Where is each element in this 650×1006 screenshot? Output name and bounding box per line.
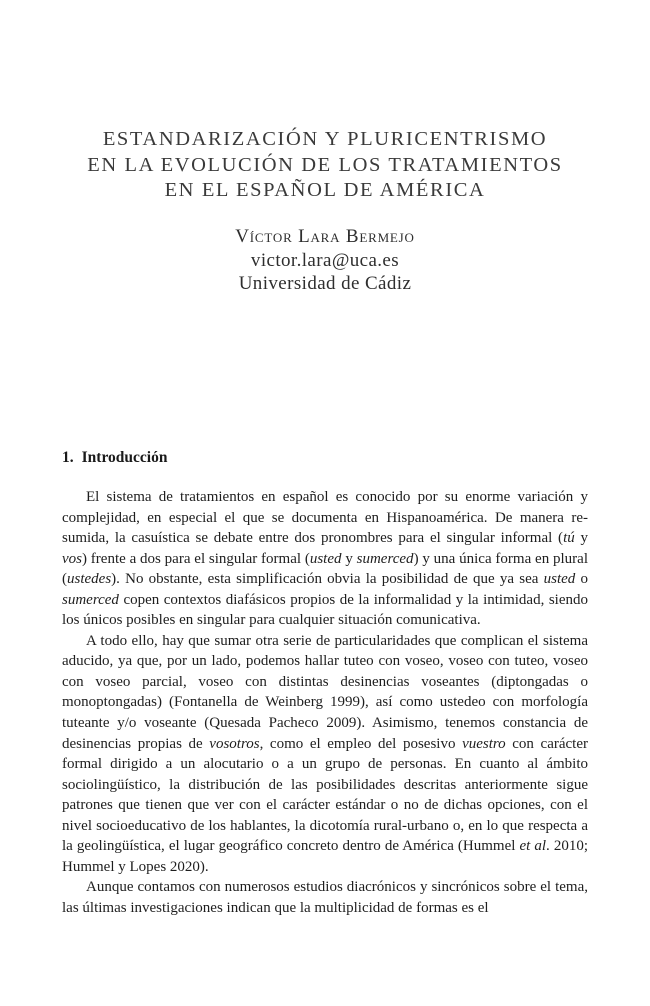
italic-term: vosotros xyxy=(209,735,260,752)
title-line-2: EN LA EVOLUCIÓN DE LOS TRATAMIENTOS xyxy=(87,153,563,176)
text-run: o xyxy=(575,571,589,588)
body-text xyxy=(62,487,588,918)
title-line-1: ESTANDARIZACIÓN Y PLURICENTRISMO xyxy=(102,128,548,150)
italic-term: usted xyxy=(309,550,342,567)
text-run: con carácter formal dirigido a un alocutario o a un grupo de personas. En cuanto al ámbito sociolingüístico, la distribución de las posibilidades descritas anteriormente sigue patrones que tienen que ver con el carácter estándar o no de dichas opciones, con el nivel socioeducativo de los hablantes, la dicotomía rural-urbano o, en lo que respecta a la geolingüística, el lugar geográfico concreto dentro de América (Hummel xyxy=(62,735,588,855)
paragraph-3 xyxy=(62,877,588,918)
text-run: copen contextos diafásicos propios de la informalidad y la intimidad, siendo los únicos posibles en singular para cualquier situación comunicativa. xyxy=(62,591,588,629)
text-run: Aunque contamos con numerosos estudios diacrónicos y sincrónicos sobre el tema, las últimas investigaciones indican que la multiplicidad de formas es el xyxy=(62,879,588,916)
text-run: ). No obstante, esta simplificación obvia la posibilidad de que ya sea xyxy=(111,571,544,588)
title-line-3: EN EL ESPAÑOL DE AMÉRICA xyxy=(164,179,486,201)
text-run: y xyxy=(341,550,357,567)
paragraph-1 xyxy=(62,487,588,631)
italic-term: sumerced xyxy=(62,591,119,608)
author-block xyxy=(0,225,650,296)
text-run: , como el empleo del posesivo xyxy=(259,735,463,752)
author-email: victor.lara@uca.es xyxy=(250,249,400,271)
italic-term: tú xyxy=(563,530,575,547)
italic-term: et al xyxy=(519,838,547,855)
paragraph-2 xyxy=(62,631,588,878)
italic-term: vuestro xyxy=(462,735,506,752)
section-title: Introducción xyxy=(81,449,168,466)
paper-title xyxy=(0,127,650,204)
author-affiliation: Universidad de Cádiz xyxy=(238,273,412,294)
italic-term: vos xyxy=(62,550,82,567)
text-run: A todo ello, hay que sumar otra serie de particularidades que complican el sistema aducido, ya que, por un lado, podemos hallar tuteo con voseo, voseo con tuteo, voseo con voseo parcial, voseo con distintas desinencias voseantes (diptongadas o monoptongadas) (Fontanella de Weinberg 1999), así como ustedeo con morfología tuteante y/o voseante (Quesada Pacheco 2009). Asimismo, tenemos constancia de desinencias propias de xyxy=(62,632,588,752)
text-run: . 2010; Hummel y Lopes 2020). xyxy=(62,838,589,875)
italic-term: sumerced xyxy=(356,550,414,567)
text-run: y xyxy=(574,530,588,547)
section-number: 1. xyxy=(62,449,74,466)
text-run: ) y una única forma en plural ( xyxy=(62,550,588,588)
text-run: ) frente a dos para el singular formal ( xyxy=(82,550,310,567)
italic-term: usted xyxy=(543,571,576,588)
italic-term: ustedes xyxy=(67,571,112,588)
section-heading xyxy=(62,449,167,467)
author-name: Víctor Lara Bermejo xyxy=(235,226,415,247)
text-run: El sistema de tratamientos en español es conocido por su enorme variación y complejidad, en especial el que se documenta en Hispanoamérica. De manera resumida, la casuística se debate entre dos pronombres para el singular informal ( xyxy=(62,489,588,547)
